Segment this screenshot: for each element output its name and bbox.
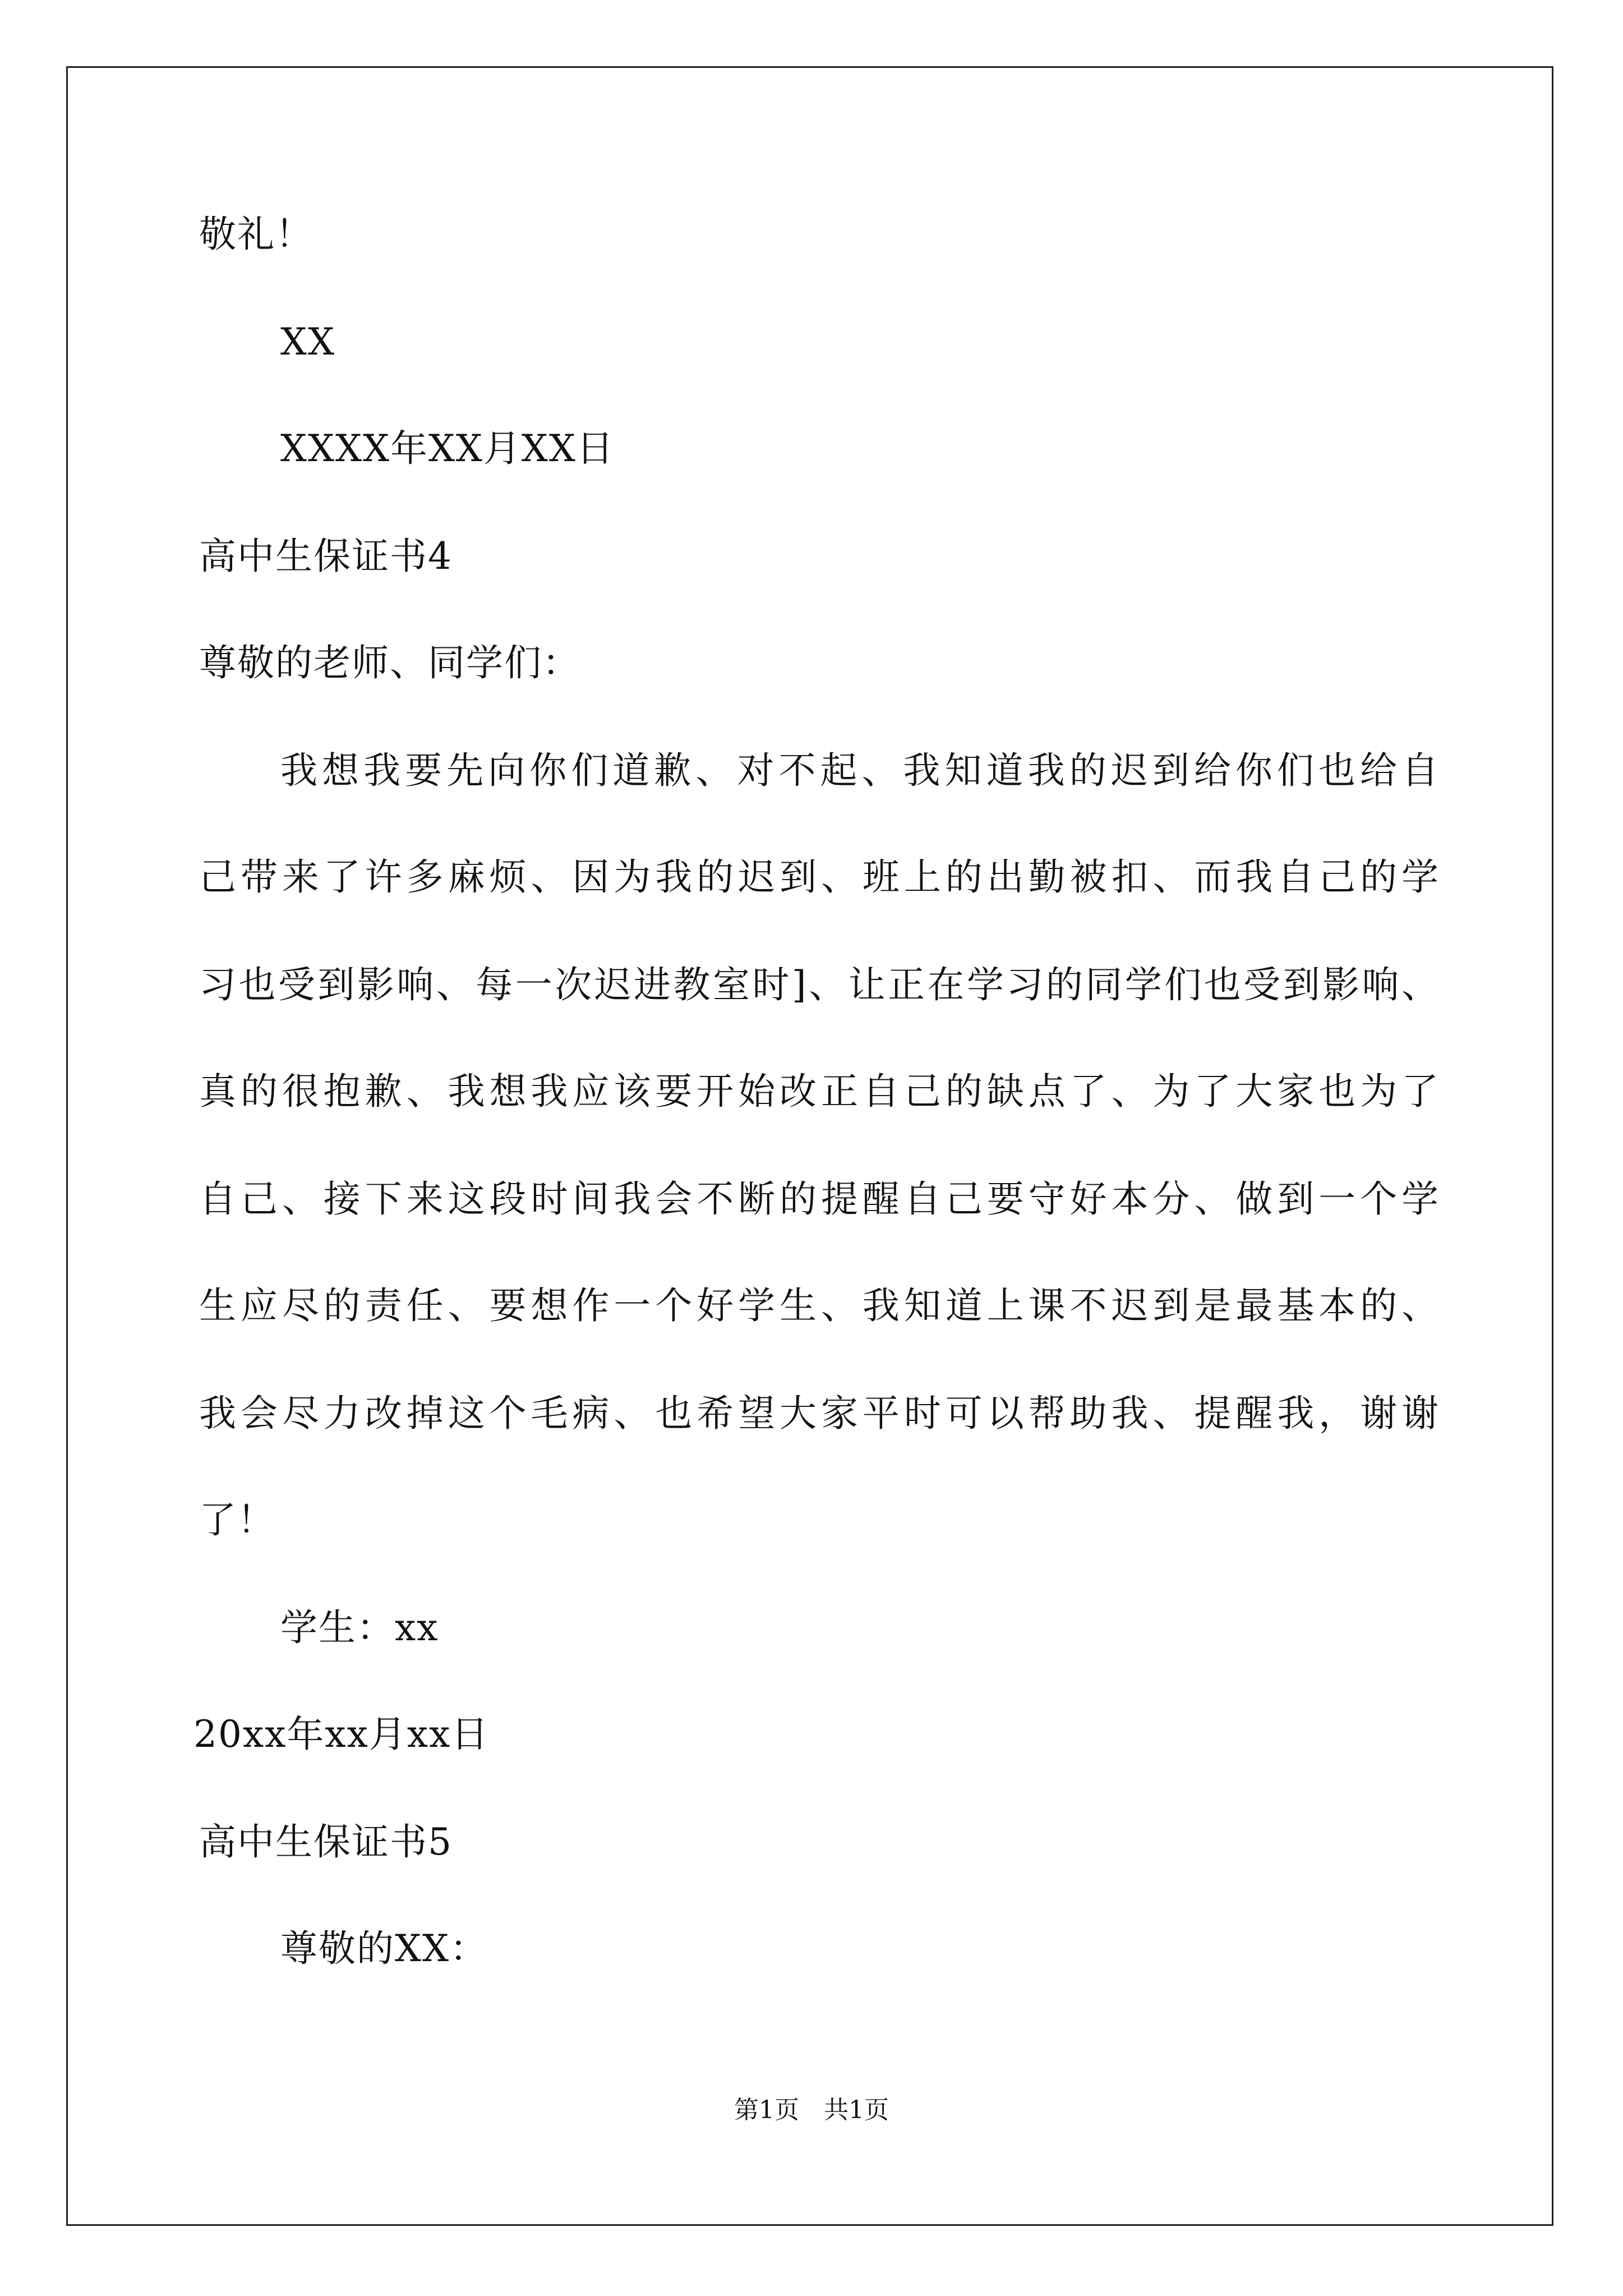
student-signature: 学生：xx (280, 1606, 439, 1649)
body-line: 了！ (199, 1498, 275, 1542)
signature-date: XXXX年XX月XX日 (280, 427, 615, 470)
body-line: 真的很抱歉、我想我应该要开始改正自己的缺点了、为了大家也为了 (199, 1070, 1438, 1113)
greeting: 尊敬的老师、同学们： (199, 641, 580, 684)
signature-name: XX (280, 320, 335, 364)
page-footer: 第1页 共1页 (734, 2096, 889, 2124)
body-line: 习也受到影响、每一次迟进教室时]、让正在学习的同学们也受到影响、 (199, 963, 1438, 1006)
body-line: 生应尽的责任、要想作一个好学生、我知道上课不迟到是最基本的、 (199, 1284, 1438, 1327)
body-line: 我想我要先向你们道歉、对不起、我知道我的迟到给你们也给自 (280, 749, 1438, 792)
page-border (66, 66, 1553, 2226)
body-line: 自己、接下来这段时间我会不断的提醒自己要守好本分、做到一个学 (199, 1177, 1438, 1221)
body-line: 我会尽力改掉这个毛病、也希望大家平时可以帮助我、提醒我，谢谢 (199, 1392, 1438, 1435)
body-line: 己带来了许多麻烦、因为我的迟到、班上的出勤被扣、而我自己的学 (199, 855, 1438, 899)
section-heading-4: 高中生保证书4 (199, 535, 453, 578)
section-heading-5: 高中生保证书5 (199, 1820, 453, 1864)
student-date: 20xx年xx月xx日 (193, 1713, 490, 1756)
greeting: 尊敬的XX： (280, 1927, 488, 1970)
closing-salutation: 敬礼！ (199, 213, 313, 256)
